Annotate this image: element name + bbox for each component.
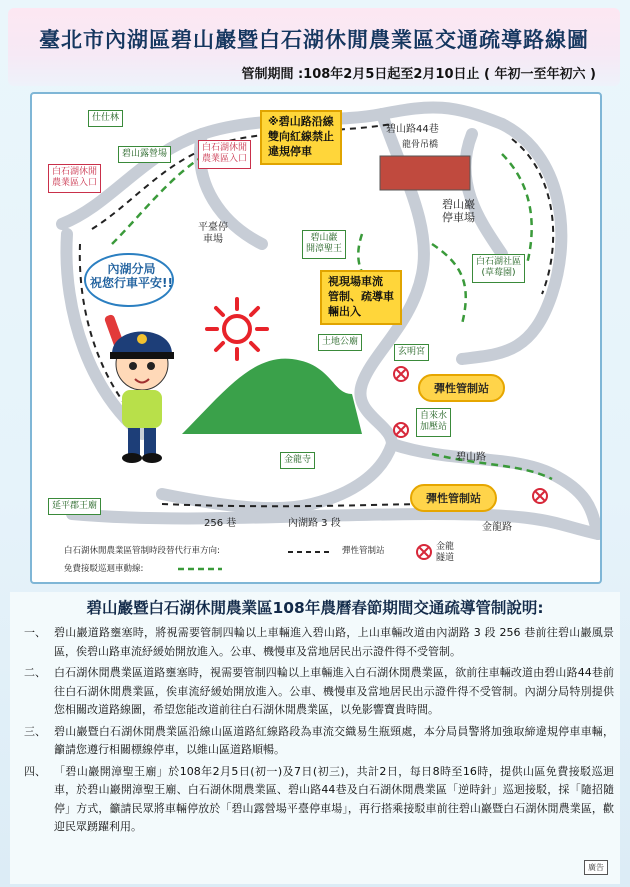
road-jinlong bbox=[162, 444, 392, 508]
road-right-loop bbox=[462, 124, 561, 359]
notice-item-number: 四、 bbox=[24, 764, 46, 778]
label-lane44: 碧山路44巷 bbox=[386, 124, 439, 135]
label-neihu-road: 內湖路 3 段 bbox=[288, 518, 341, 529]
notice-item-text: 碧山巖暨白石湖休閒農業區沿線山區道路紅線路段為車流交織易生瓶頸處，本分局員警將加強取締違規停車車輛，籲請您遵行相關標線停車，以維山區道路順暢。 bbox=[54, 724, 614, 756]
label-pingtai-parking: 平臺停 車場 bbox=[198, 222, 228, 245]
label-baishihu-community: 白石湖社區 (草莓園) bbox=[472, 254, 525, 283]
label-bishan-road: 碧山路 bbox=[456, 452, 486, 463]
notice-item-text: 白石湖休閒農業區道路壅塞時，視需要管制四輪以上車輛進入白石湖休閒農業區，欲前往車輛改道由碧山路44巷前往白石湖休閒農業區，俟車流紓緩始開放進入。公車、機慢車及當地居民出示證件得不受管制。內湖分局特別提供您相關改道路線圖，希望您能改道前往白石湖休閒農業區，以免影響寶貴時間。 bbox=[54, 666, 614, 716]
road-lane44 bbox=[465, 134, 502, 254]
legend-elastic: 彈性管制站 bbox=[342, 546, 385, 556]
label-baishihu-entry: 白石湖休閒 農業區入口 bbox=[48, 164, 101, 193]
elastic-control-station-1: 彈性管制站 bbox=[418, 374, 505, 402]
notice-item bbox=[24, 664, 614, 720]
notice-item bbox=[24, 723, 614, 760]
label-xuanming: 玄明宮 bbox=[394, 344, 429, 361]
header-banner bbox=[8, 8, 620, 86]
mountain-graphic bbox=[182, 359, 362, 434]
label-jinlong-tunnel: 金龍 隧道 bbox=[436, 542, 455, 563]
notice-heading: 碧山巖暨白石湖休閒農業區108年農曆春節期間交通疏導管制說明: bbox=[86, 599, 544, 617]
label-bishan-camp: 碧山露營場 bbox=[118, 146, 171, 163]
label-jinlong-temple: 金龍寺 bbox=[280, 452, 315, 469]
label-baishihu-entry-2: 白石湖休閒 農業區入口 bbox=[198, 140, 251, 169]
label-bishan-temple: 碧山巖 開漳聖王 bbox=[302, 230, 346, 259]
label-bishanyan-parking: 碧山巖 停車場 bbox=[442, 198, 475, 225]
traffic-notice: 視現場車流 管制、疏導車 輛出入 bbox=[320, 270, 402, 325]
police-mascot-icon bbox=[104, 314, 174, 463]
legend-shuttle: 免費接駁巡迴車動線: bbox=[64, 564, 144, 574]
notice-item-text: 碧山巖道路壅塞時，將視需要管制四輪以上車輛進入碧山路，上山車輛改道由內湖路 3 段 256 巷前往碧山巖風景區，俟碧山路車流紓緩始開放進入。公車、機慢車及當地居民出示證件得不受管制。 bbox=[54, 626, 614, 658]
ad-stamp: 廣告 bbox=[584, 860, 608, 875]
label-shizilin: 仕仕林 bbox=[88, 110, 123, 127]
notice-item-number: 三、 bbox=[24, 724, 46, 738]
police-bubble-text: 內湖分局 祝您行車平安!! bbox=[90, 262, 173, 291]
route-map bbox=[30, 92, 602, 584]
red-line-notice: ※碧山路沿線 雙向紅線禁止 違規停車 bbox=[260, 110, 342, 165]
map-roads bbox=[32, 94, 600, 582]
elastic-control-station-2: 彈性管制站 bbox=[410, 484, 497, 512]
notice-list bbox=[24, 624, 614, 840]
legend-alt-direction: 白石湖休閒農業區管制時段替代行車方向: bbox=[64, 546, 220, 556]
notice-item-number: 一、 bbox=[24, 626, 46, 639]
label-zilaishui: 自來水 加壓站 bbox=[416, 408, 451, 437]
bridge-photo bbox=[380, 156, 470, 190]
notice-item bbox=[24, 763, 614, 837]
label-lane256: 256 巷 bbox=[204, 518, 237, 529]
label-yanping-temple: 延平郡王廟 bbox=[48, 498, 101, 515]
notice-item-number: 二、 bbox=[24, 666, 46, 679]
notice-section bbox=[10, 592, 620, 884]
notice-item-text: 「碧山巖開漳聖王廟」於108年2月5日(初一)及7日(初三)，共計2日，每日8時至16時，提供山區免費接駁巡迴車，於碧山巖開漳聖王廟、白石湖休閒農業區、碧山路44巷及白石湖休閒農業區「逆時針」巡迴接駁，採「隨招隨停」方式，籲請民眾將車輛停放於「碧山露營場平臺停車場」，再行搭乘接駁車前往碧山巖暨白石湖休閒農業區，歡迎民眾踴躍利用。 bbox=[54, 764, 614, 833]
control-period: 管制期間 :108年2月5日起至2月10日止 ( 年初一至年初六 ) bbox=[241, 67, 596, 82]
sun-graphic bbox=[207, 299, 267, 359]
label-longwei-bridge: 龍骨吊橋 bbox=[402, 140, 439, 150]
label-jinlong-road: 金龍路 bbox=[482, 522, 512, 533]
page-title: 臺北市內湖區碧山巖暨白石湖休閒農業區交通疏導路線圖 bbox=[39, 28, 589, 52]
notice-item bbox=[24, 624, 614, 661]
label-tudigong: 土地公廟 bbox=[318, 334, 362, 351]
